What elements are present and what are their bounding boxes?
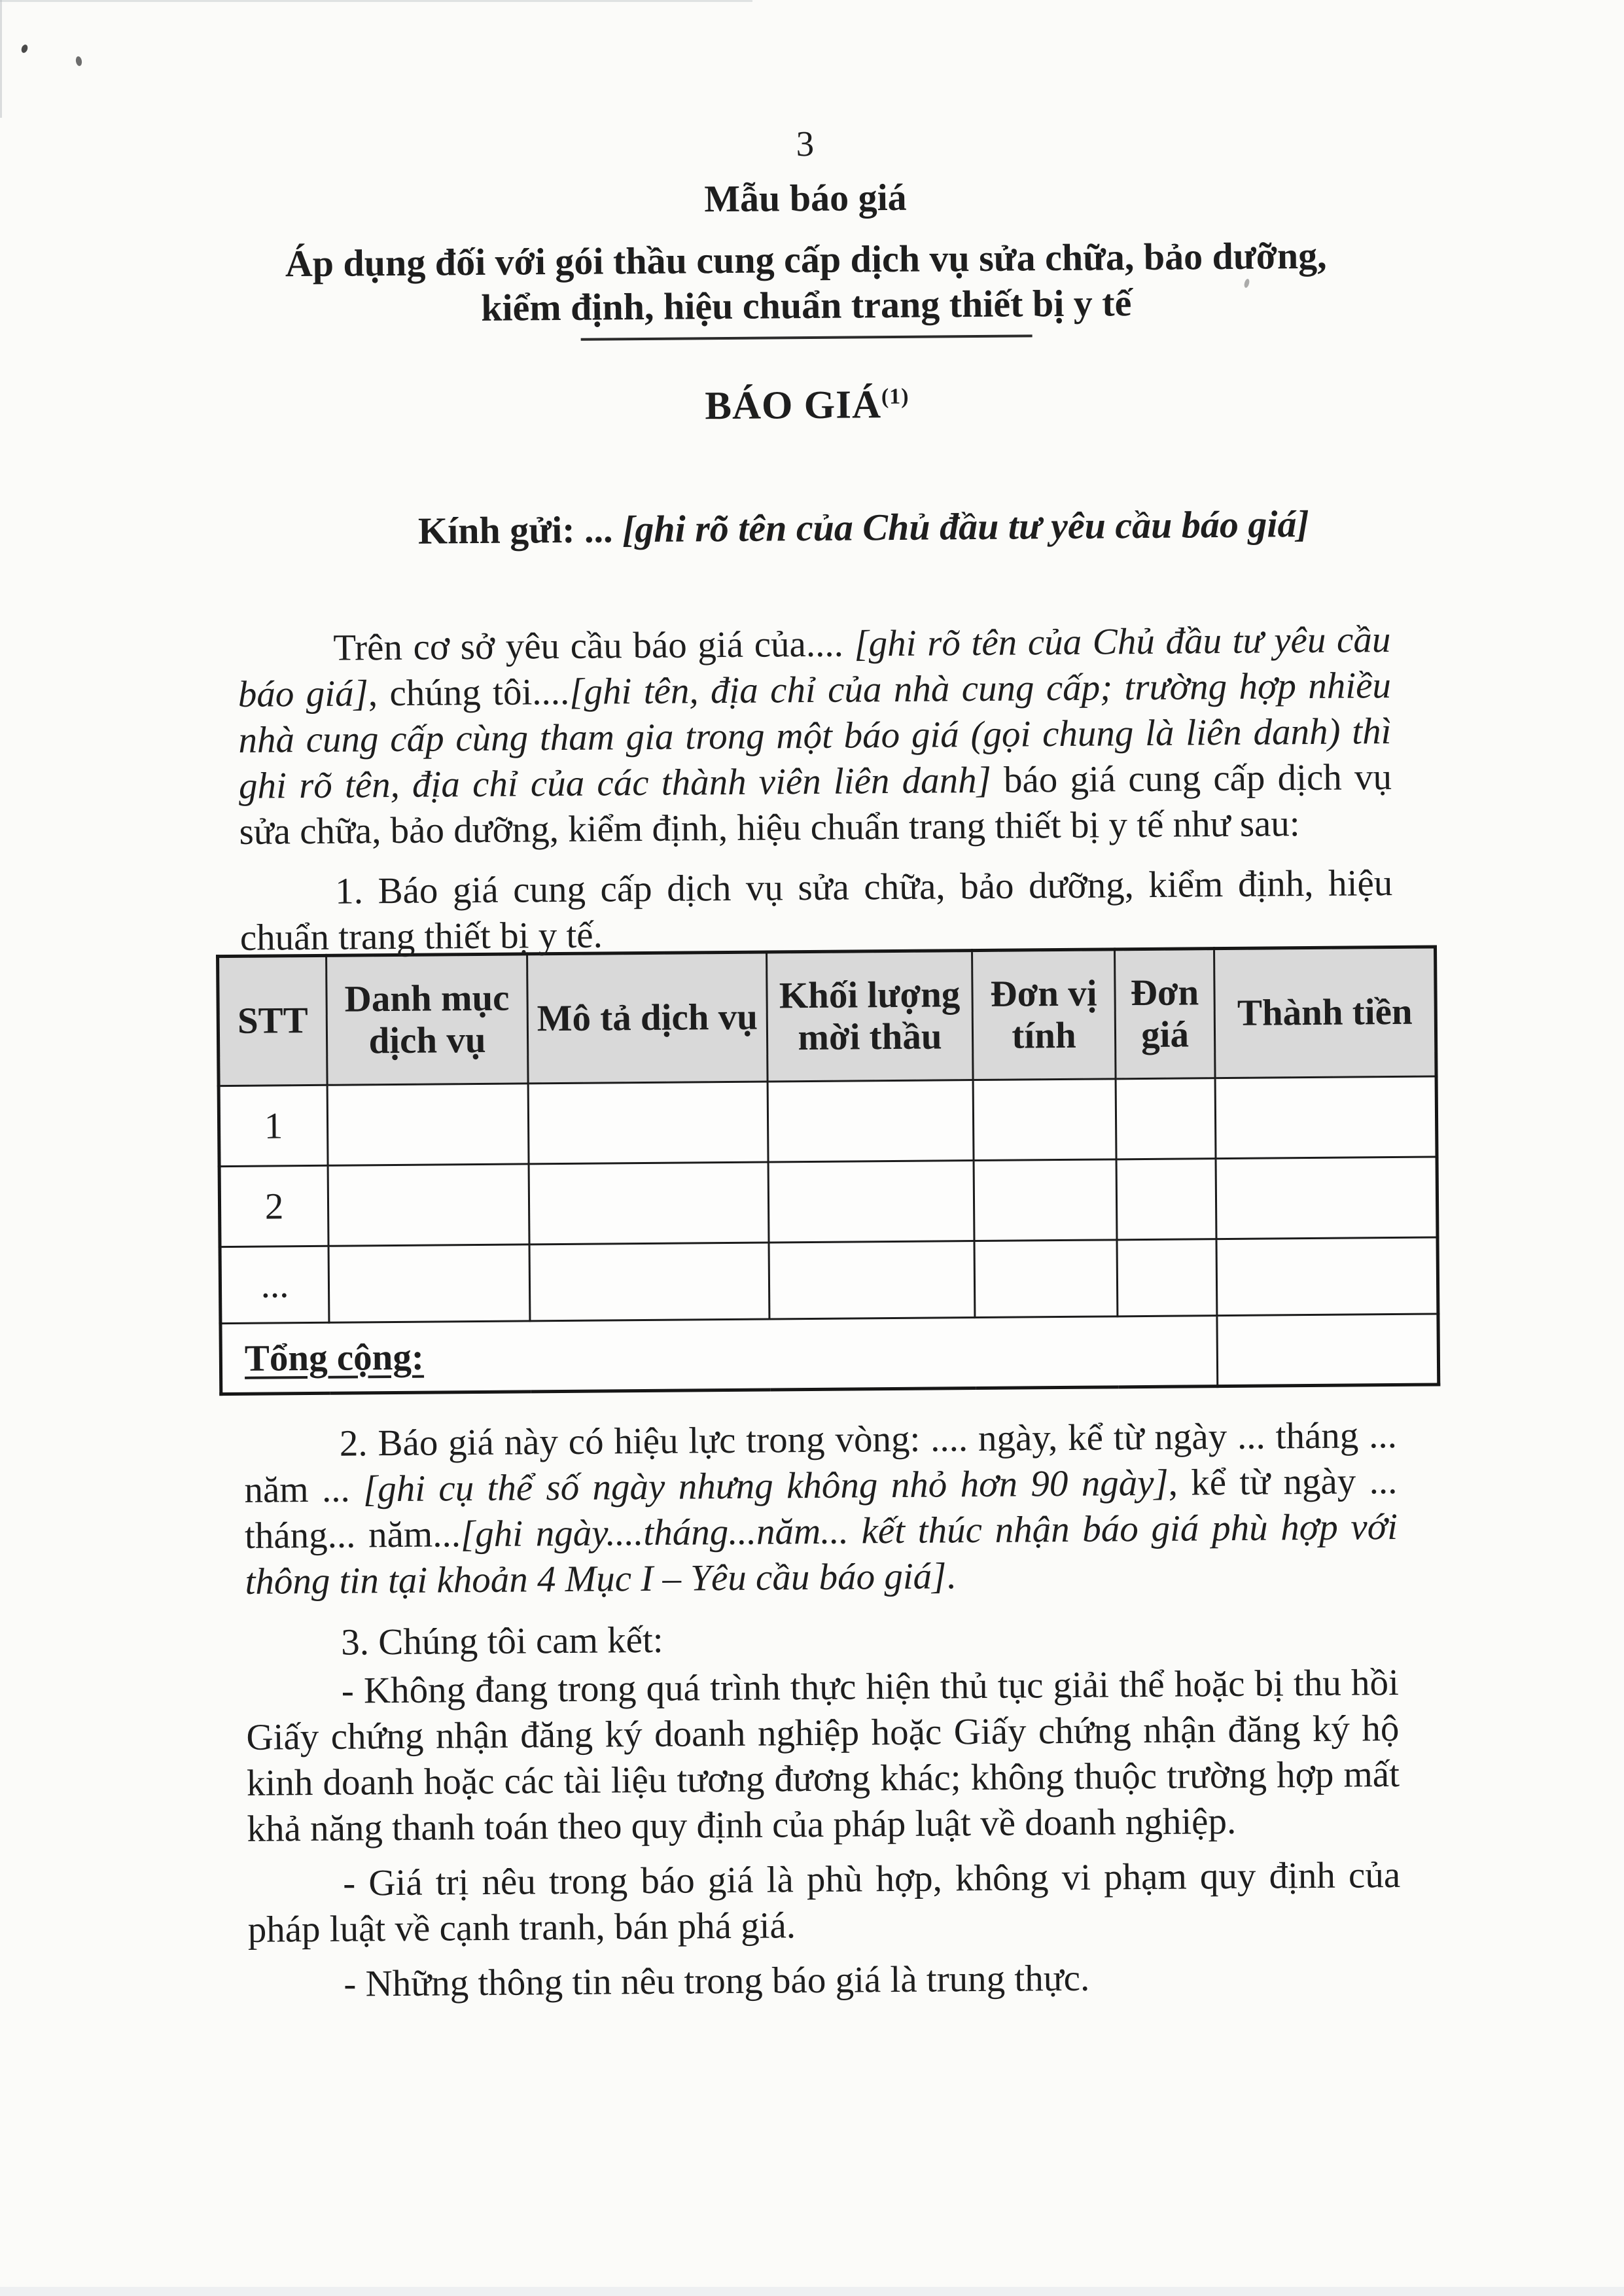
table-cell-empty bbox=[1216, 1237, 1438, 1316]
table-cell-empty bbox=[529, 1162, 769, 1245]
table-total-row bbox=[221, 1314, 1439, 1394]
item2-segment: , kể từ ngày ... tháng... năm... bbox=[244, 1460, 1398, 1557]
header-cell-danh-muc: Danh mục dịch vụ bbox=[327, 954, 529, 1085]
table-row bbox=[220, 1237, 1438, 1324]
item2-segment: . bbox=[946, 1555, 956, 1597]
row-index-cell: ... bbox=[220, 1246, 329, 1323]
commitment-3: - Những thông tin nêu trong báo giá là trung thực. bbox=[344, 1957, 1090, 2005]
form-title: Mẫu báo giá bbox=[704, 175, 907, 221]
total-label: Tổng cộng: bbox=[244, 1336, 425, 1379]
salutation-dots: ... bbox=[574, 508, 623, 551]
table-cell-empty bbox=[328, 1245, 530, 1322]
item-1-paragraph: 1. Báo giá cung cấp dịch vụ sửa chữa, bảo dưỡng, kiểm định, hiệu chuẩn trang thiết bị y tế. bbox=[239, 862, 1393, 959]
item-3-paragraph: 3. Chúng tôi cam kết: bbox=[341, 1619, 663, 1663]
table-cell-empty bbox=[327, 1084, 529, 1165]
total-value-cell bbox=[1217, 1314, 1439, 1386]
header-cell-don-vi-tinh: Đơn vị tính bbox=[972, 949, 1116, 1080]
header-cell-mo-ta: Mô tả dịch vụ bbox=[527, 952, 768, 1084]
row-index-cell: 1 bbox=[219, 1085, 328, 1166]
table-cell-empty bbox=[529, 1243, 769, 1321]
commitment-1: - Không đang trong quá trình thực hiện thủ tục giải thể hoặc bị thu hồi Giấy chứng nhận đăng ký doanh nghiệp hoặc Giấy chứng nhận đăng ký hộ kinh doanh hoặc các tài liệu tương đương khác; không thuộc trường hợp mất khả năng thanh toán theo quy định của pháp luật về doanh nghiệp. bbox=[246, 1661, 1400, 1850]
item-2-paragraph bbox=[244, 1413, 1398, 1605]
table-cell-empty bbox=[974, 1159, 1117, 1241]
table-cell-empty bbox=[974, 1240, 1118, 1318]
intro-segment: , chúng tôi.... bbox=[368, 671, 570, 715]
header-cell-don-gia: Đơn giá bbox=[1115, 949, 1216, 1079]
table-cell-empty bbox=[768, 1161, 974, 1243]
header-cell-thanh-tien: Thành tiền bbox=[1214, 947, 1437, 1078]
document-heading-text: BÁO GIÁ bbox=[705, 383, 882, 429]
item2-segment: 2. Báo giá này có hiệu lực trong vòng: .... ngày, kể từ ngày ... tháng ... năm ... bbox=[244, 1414, 1398, 1511]
item2-segment-placeholder: [ghi cụ thể số ngày nhưng không nhỏ hơn 90 ngày] bbox=[362, 1462, 1169, 1510]
document-heading bbox=[0, 376, 1619, 435]
subtitle-divider-rule bbox=[581, 334, 1033, 340]
intro-segment-placeholder: [ghi rõ tên của Chủ đầu tư yêu cầu báo giá] bbox=[238, 619, 1391, 715]
table-header-row bbox=[218, 947, 1436, 1086]
table-row bbox=[219, 1157, 1438, 1247]
table-cell-empty bbox=[769, 1241, 975, 1319]
salutation-label: Kính gửi: bbox=[417, 508, 575, 552]
table-cell-empty bbox=[1116, 1159, 1216, 1240]
salutation-recipient-placeholder: [ghi rõ tên của Chủ đầu tư yêu cầu báo giá] bbox=[622, 503, 1310, 551]
header-cell-khoi-luong: Khối lượng mời thầu bbox=[767, 951, 974, 1082]
salutation-line bbox=[0, 499, 1620, 557]
intro-segment: báo giá cung cấp dịch vụ sửa chữa, bảo dưỡng, kiểm định, hiệu chuẩn trang thiết bị y tế như sau: bbox=[239, 756, 1392, 853]
commitment-2: - Giá trị nêu trong báo giá là phù hợp, không vi phạm quy định của pháp luật về cạnh tranh, bán phá giá. bbox=[247, 1854, 1401, 1951]
table-cell-empty bbox=[528, 1082, 768, 1164]
table-cell-empty bbox=[1117, 1239, 1217, 1316]
table-cell-empty bbox=[328, 1164, 529, 1246]
table-cell-empty bbox=[1116, 1078, 1216, 1159]
form-subtitle-line1: Áp dụng đối với gói thầu cung cấp dịch vụ sửa chữa, bảo dưỡng, bbox=[285, 234, 1327, 285]
intro-segment: Trên cơ sở yêu cầu báo giá của.... bbox=[333, 623, 855, 669]
header-cell-stt: STT bbox=[218, 955, 328, 1086]
page-number: 3 bbox=[796, 123, 815, 164]
intro-paragraph bbox=[238, 617, 1392, 855]
scan-bottom-edge-artifact bbox=[0, 2287, 1624, 2296]
form-subtitle bbox=[0, 230, 1619, 334]
form-subtitle-line2: kiểm định, hiệu chuẩn trang thiết bị y tế bbox=[480, 281, 1132, 329]
table-cell-empty bbox=[973, 1079, 1116, 1161]
quotation-table bbox=[216, 945, 1440, 1396]
table-cell-empty bbox=[768, 1080, 974, 1162]
item2-segment-placeholder: [ghi ngày....tháng...năm... kết thúc nhận báo giá phù hợp với thông tin tại khoản 4 Mục I – Yêu cầu báo giá] bbox=[245, 1506, 1398, 1602]
table-cell-empty bbox=[1215, 1076, 1437, 1159]
document-heading-footnote-ref: (1) bbox=[881, 384, 909, 409]
row-index-cell: 2 bbox=[219, 1165, 328, 1246]
total-label-cell bbox=[221, 1316, 1218, 1394]
table-row bbox=[219, 1076, 1437, 1167]
table-cell-empty bbox=[1216, 1157, 1438, 1239]
quotation-table-header bbox=[218, 947, 1436, 1086]
intro-segment-placeholder: [ghi tên, địa chỉ của nhà cung cấp; trường hợp nhiều nhà cung cấp cùng tham gia trong một báo giá (gọi chung là liên danh) thì ghi rõ tên, địa chỉ của các thành viên liên danh] bbox=[238, 665, 1392, 807]
